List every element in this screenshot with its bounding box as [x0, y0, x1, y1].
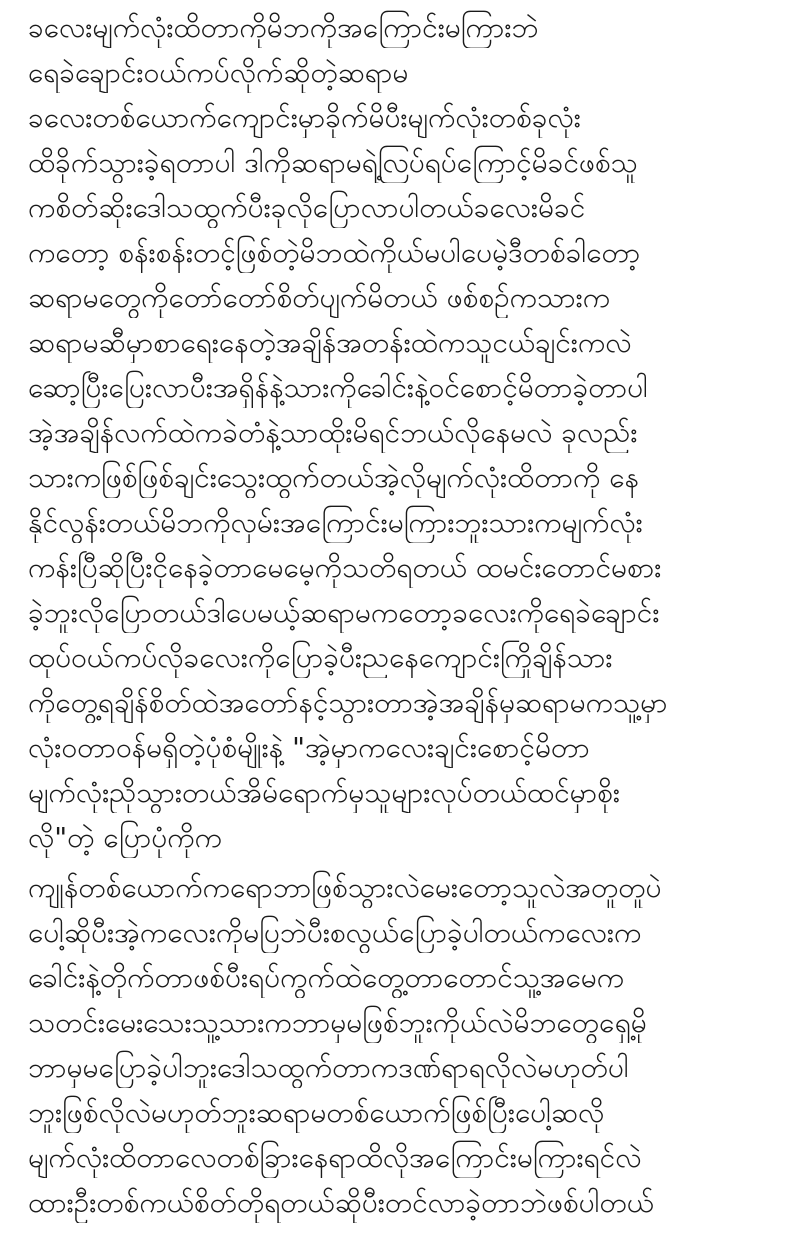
text-line: ရေခဲချောင်းဝယ်ကပ်လိုက်ဆိုတဲ့ဆရာမ: [28, 56, 409, 89]
text-line: မျက်လုံးထိတာလေတစ်ခြားနေရာထိလိုအကြောင်းမကြားရင်လဲ: [28, 1141, 642, 1174]
text-line: မျက်လုံးညိုသွားတယ်အိမ်ရောက်မှသူများလုပ်တယ်ထင်မှာစိုး: [28, 776, 621, 809]
text-line: ဆရာမဆီမှာစာရေးနေတဲ့အချိန်အတန်းထဲကသူငယ်ချင်းကလဲ: [28, 326, 632, 359]
text-line: လုံးဝတာဝန်မရှိတဲ့ပုံစံမျိုးနဲ့ "အဲ့မှာကလေးချင်းစောင့်မိတာ: [28, 731, 590, 764]
text-line: ထားဦးတစ်ကယ်စိတ်တိုရတယ်ဆိုပီးတင်လာခဲ့တာဘဲဖစ်ပါတယ်: [28, 1186, 654, 1219]
text-line: ခေါင်းနဲ့တိုက်တာဖစ်ပီးရပ်ကွက်ထဲတွေ့တာတောင်သူ့အမေက: [28, 961, 625, 994]
text-line: ကစိတ်ဆိုးဒေါသထွက်ပီးခုလိုပြောလာပါတယ်ခလေးမိခင်: [28, 191, 586, 224]
text-line: သတင်းမေးသေးသူ့သားကဘာမှမဖြစ်ဘူးကိုယ်လဲမိဘတွေရှေ့မို: [28, 1006, 647, 1039]
text-line: ခလေးတစ်ယောက်ကျောင်းမှာခိုက်မိပီးမျက်လုံးတစ်ခုလုံး: [28, 101, 581, 134]
text-line: ဆော့ပြီးပြေးလာပီးအရှိန်နဲ့သားကိုခေါင်းနဲ့ဝင်စောင့်မိတာခဲ့တာပါ: [28, 371, 648, 404]
text-line: ပေါ့ဆိုပီးအဲ့ကလေးကိုမပြဘဲပီးစလွယ်ပြောခဲ့ပါတယ်ကလေးက: [28, 916, 642, 949]
text-line: ဘူးဖြစ်လိုလဲမဟုတ်ဘူးဆရာမတစ်ယောက်ဖြစ်ပြီးပေါ့ဆလို: [28, 1096, 605, 1129]
text-line: ဘာမှမပြောခဲ့ပါဘူးဒေါသထွက်တာကဒဏ်ရာရလိုလဲမဟုတ်ပါ: [28, 1051, 629, 1084]
text-line: ခလေးမျက်လုံးထိတာကိုမိဘကိုအကြောင်းမကြားဘဲ: [28, 11, 539, 44]
text-line: လို"တဲ့ ပြောပုံကိုက: [28, 821, 222, 854]
text-line: အဲ့အချိန်လက်ထဲကခဲတံနဲ့သာထိုးမိရင်ဘယ်လိုနေမလဲ ခုလည်း: [28, 416, 638, 449]
text-line: ခဲ့ဘူးလိုပြောတယ်ဒါပေမယ့်ဆရာမကတော့ခလေးကိုရေခဲချောင်း: [28, 596, 660, 629]
text-line: နိုင်လွန်းတယ်မိဘကိုလှမ်းအကြောင်းမကြားဘူးသားကမျက်လုံး: [28, 506, 643, 539]
text-line: သားကဖြစ်ဖြစ်ချင်းသွေးထွက်တယ်အဲ့လိုမျက်လုံးထိတာကို နေ: [28, 461, 639, 494]
text-line: ထိခိုက်သွားခဲ့ရတာပါ ဒါကိုဆရာမရဲ့လြပ်ရပ်ကြောင့်မိခင်ဖစ်သူ: [28, 146, 638, 179]
text-line: ဆရာမတွေကိုတော်တော်စိတ်ပျက်မိတယ် ဖစ်စဥ်ကသားက: [28, 281, 611, 314]
text-line: ကန်းပြီဆိုပြီးငိုနေခဲ့တာမေမေ့ကိုသတိရတယ် ထမင်းတောင်မစား: [28, 551, 662, 584]
text-line: ကျုန်တစ်ယောက်ကရောဘာဖြစ်သွားလဲမေးတော့သူလဲအတူတူပဲ: [28, 871, 662, 904]
text-line: ထုပ်ဝယ်ကပ်လိုခလေးကိုပြောခဲ့ပီးညနေကျောင်းကြိုချိန်သား: [28, 641, 613, 674]
text-line: ကတော့ စန်းစန်းတင့်ဖြစ်တဲ့မိဘထဲကိုယ်မပါပေမဲ့ဒီတစ်ခါတော့: [28, 236, 641, 269]
text-line: ကိုတွေ့ရချိန်စိတ်ထဲအတော်နင့်သွားတာအဲ့အချိန်မှဆရာမကသူ့မှာ: [28, 686, 668, 719]
